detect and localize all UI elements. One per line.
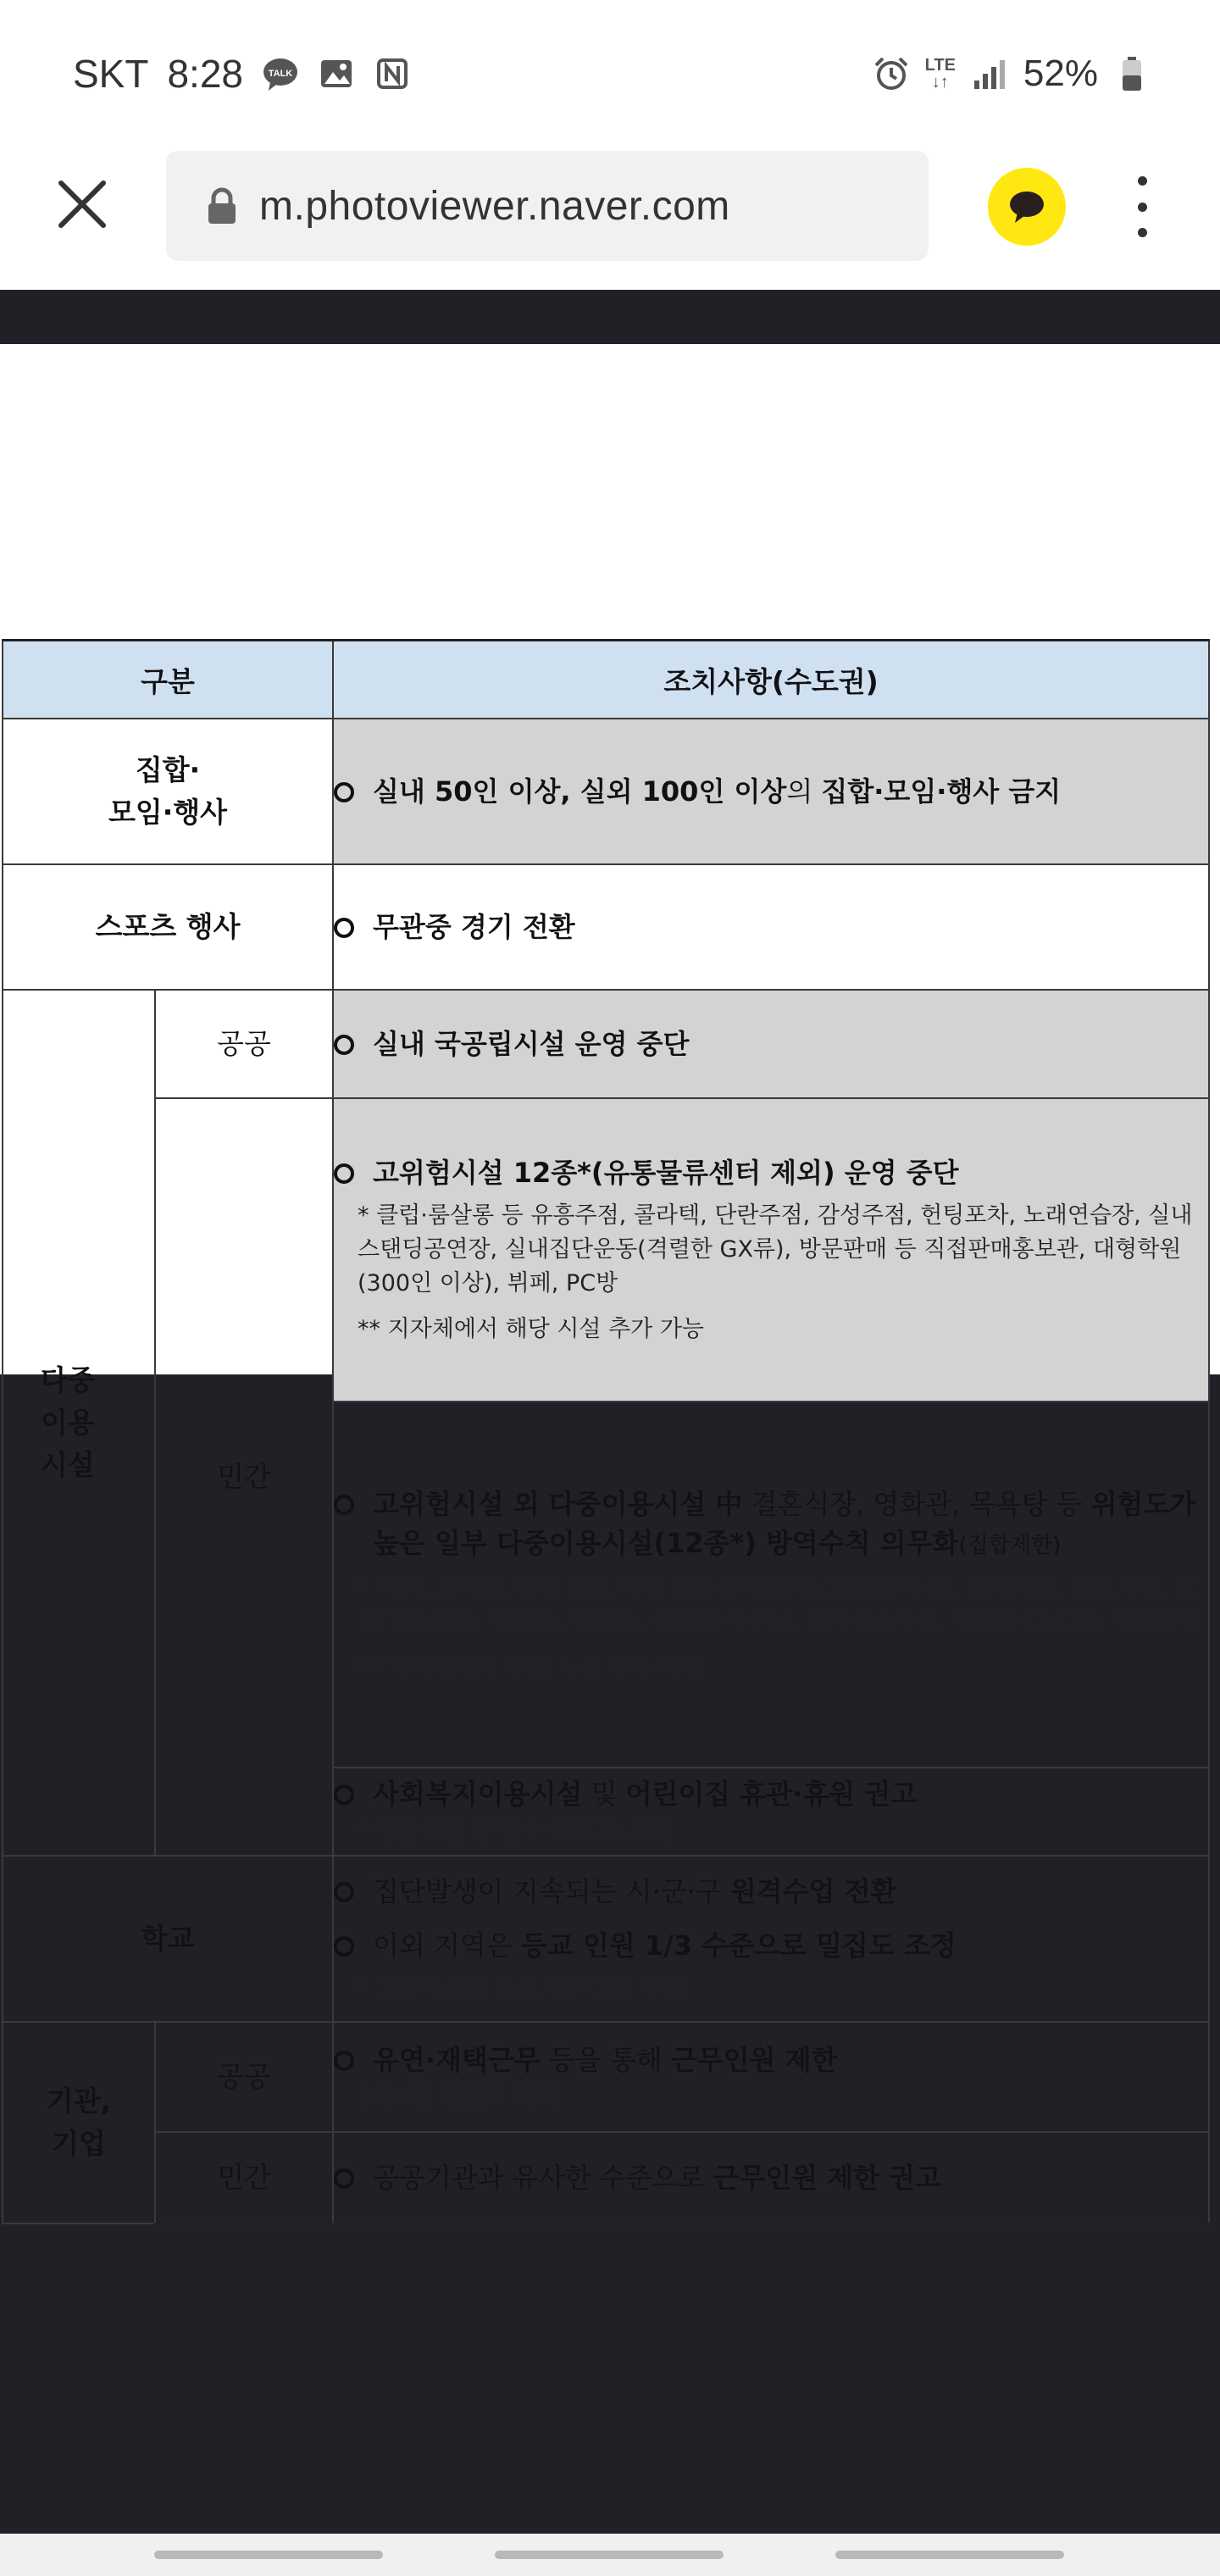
gallery-icon	[318, 55, 355, 92]
row-content-org-private: 공공기관과 유사한 수준으로 근무인원 제한 권고	[333, 2132, 1209, 2223]
bullet-icon	[334, 1936, 354, 1957]
home-button[interactable]	[495, 2551, 724, 2559]
row-content-sports: 무관중 경기 전환	[333, 864, 1209, 990]
row-label-sports: 스포츠 행사	[3, 864, 333, 990]
table-row	[3, 1856, 1209, 2022]
svg-text:TALK: TALK	[268, 69, 293, 79]
table-row	[3, 864, 1209, 990]
header-category: 구분	[3, 641, 333, 719]
talk-icon	[262, 55, 299, 92]
row-sublabel-facilities-private: 민간	[155, 1098, 333, 1856]
row-content-welfare: 사회복지이용시설 및 어린이집 휴관·휴원 권고 * 긴급돌봄 등 필수 서비스 유지	[333, 1768, 1209, 1856]
row-content-org-public: 유연·재택근무 등을 통해 근무인원 제한 (예 : 전 인원의 1/2)	[333, 2022, 1209, 2132]
bullet-icon	[334, 918, 354, 938]
bullet-icon	[334, 782, 354, 802]
row-label-gathering: 집합· 모임·행사	[3, 719, 333, 864]
carrier-label: SKT	[73, 52, 149, 96]
header-measures: 조치사항(수도권)	[333, 641, 1209, 719]
back-button[interactable]	[835, 2551, 1064, 2559]
row-sublabel-org-public: 공공	[155, 2022, 333, 2132]
nfc-icon	[374, 55, 411, 92]
document-image	[0, 344, 1220, 2194]
recent-apps-button[interactable]	[154, 2551, 383, 2559]
status-bar	[0, 0, 1220, 144]
row-content-gathering: 실내 50인 이상, 실외 100인 이상의 집합·모임·행사 금지	[333, 719, 1209, 864]
url-text: m.photoviewer.naver.com	[259, 183, 730, 229]
kakaotalk-icon[interactable]	[988, 168, 1066, 246]
row-content-other-facilities: 고위험시설 외 다중이용시설 中 결혼식장, 영화관, 목욕탕 등 위험도가 높은 일부 다중이용시설(12종*) 방역수칙 의무화(집합제한) * 학원, 오락실, 일정 규모 이상 일반음식점(예: 150㎡ 이상), 워터파크, 종교시설, 실내 결혼식장, 공연장, 영화관, 목욕탕·사우나, 실내체육시설, 멀티방·DVD방, 장례식장 ** 지자체에서 해당 시설 추가 가능	[333, 1402, 1209, 1768]
alarm-icon	[873, 55, 910, 92]
bullet-icon	[334, 1035, 354, 1055]
measures-table	[2, 639, 1210, 2225]
battery-icon	[1113, 55, 1151, 92]
row-content-school: 집단발생이 지속되는 시·군·구 원격수업 전환 이외 지역은 등교 인원 1/3 수준으로 밀집도 조정 * 고등학교는 등교 인원 2/3 수준	[333, 1856, 1209, 2022]
signal-icon	[971, 55, 1008, 92]
table-row	[3, 990, 1209, 1098]
table-header-row	[3, 641, 1209, 719]
battery-percent: 52%	[1023, 53, 1098, 94]
row-sublabel-facilities-public: 공공	[155, 990, 333, 1098]
table-row	[3, 719, 1209, 864]
bullet-icon	[334, 2051, 354, 2071]
clock: 8:28	[167, 52, 243, 96]
more-icon[interactable]	[1123, 176, 1161, 237]
row-label-school: 학교	[3, 1856, 333, 2022]
bullet-icon	[334, 1495, 354, 1515]
row-label-facilities: 다중 이용 시설	[3, 990, 155, 1856]
table-row	[3, 1098, 1209, 1402]
row-label-org: 기관, 기업	[3, 2022, 155, 2223]
row-content-facilities-public: 실내 국공립시설 운영 중단	[333, 990, 1209, 1098]
table-row	[3, 2132, 1209, 2223]
bullet-icon	[334, 2168, 354, 2189]
row-sublabel-org-private: 민간	[155, 2132, 333, 2223]
lock-icon	[207, 187, 237, 225]
address-bar[interactable]	[166, 151, 929, 261]
table-row	[3, 2022, 1209, 2132]
bullet-icon	[334, 1882, 354, 1902]
bullet-icon	[334, 1785, 354, 1805]
network-type: LTE ↓↑	[924, 56, 956, 92]
bullet-icon	[334, 1163, 354, 1184]
row-content-high-risk: 고위험시설 12종*(유통물류센터 제외) 운영 중단 * 클럽·룸살롱 등 유흥주점, 콜라텍, 단란주점, 감성주점, 헌팅포차, 노래연습장, 실내 스탠딩공연장, 실내집단운동(격렬한 GX류), 방문판매 등 직접판매홍보관, 대형학원(300인 이상), 뷔페, PC방 ** 지자체에서 해당 시설 추가 가능	[333, 1098, 1209, 1402]
close-icon[interactable]	[53, 175, 112, 234]
